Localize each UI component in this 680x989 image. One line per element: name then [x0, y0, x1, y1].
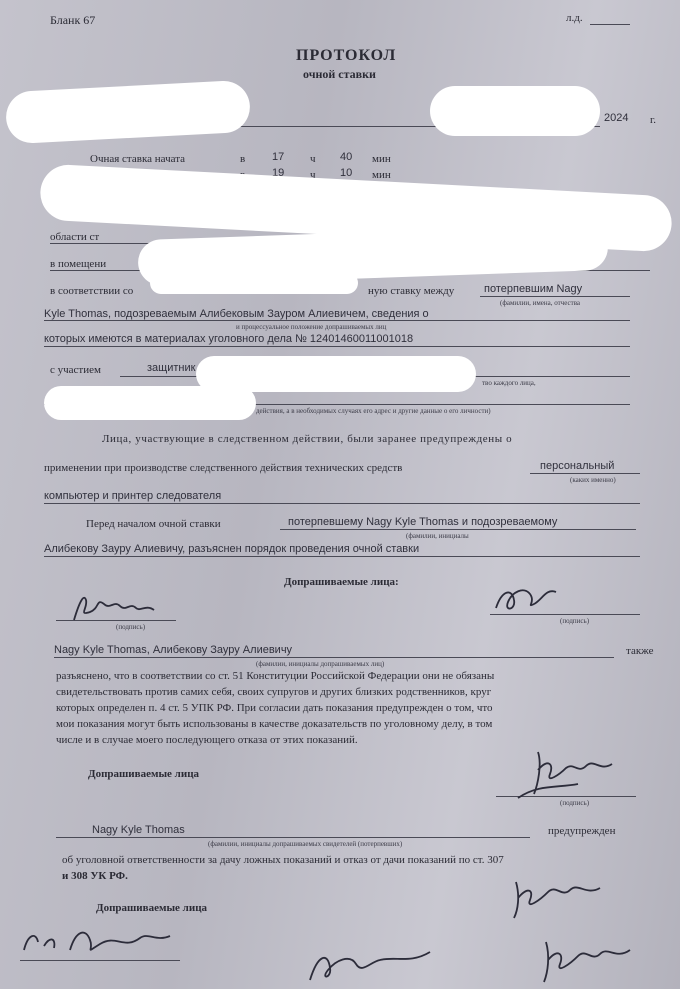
end-hour-abbr: ч: [310, 169, 316, 181]
address-caption: действия, а в необходимых случаях его адрес и другие данные о его личности): [256, 407, 491, 415]
conducted-line: [480, 296, 630, 297]
case-page-line: [590, 24, 630, 25]
year-value: 2024: [604, 112, 629, 124]
section1-names: Nagy Kyle Thomas, Алибекову Зауру Алиевичу: [54, 644, 293, 656]
region-prefix: области ст: [50, 231, 100, 243]
conducted-text: ную ставку между: [368, 285, 455, 297]
liability-line-1: об уголовной ответственности за дачу ложных показаний и отказ от дачи показаний по ст. 307: [62, 854, 504, 866]
signature-caption-right: (подпись): [560, 617, 590, 625]
start-label: Очная ставка начата: [90, 153, 186, 165]
rights-line-3: которых определен п. 4 ст. 5 УПК РФ. При согласии дать показания предупрежден о том, что: [56, 702, 493, 714]
section1-names-line: [54, 657, 614, 658]
premises-prefix: в помещени: [50, 258, 107, 270]
section2-name: Nagy Kyle Thomas: [92, 824, 185, 836]
tech-caption: (каких именно): [570, 476, 616, 484]
form-label: Бланк 67: [50, 13, 96, 27]
section3-heading: Допрашиваемые лица: [96, 902, 208, 914]
section2-name-line: [56, 837, 530, 838]
signature-alibekov-2: [300, 944, 440, 984]
warned-word: предупрежден: [548, 825, 616, 837]
section2-name-caption: (фамилии, инициалы допрашиваемых свидетелей (потерпевших): [208, 840, 403, 848]
end-min: 10: [340, 167, 353, 179]
start-hour-abbr: ч: [310, 153, 316, 165]
section2-heading: Допрашиваемые лица: [88, 768, 200, 780]
signature-nagy-1: [70, 590, 170, 626]
redaction-place: [5, 80, 251, 145]
start-min: 40: [340, 151, 353, 163]
redaction-basis: [150, 272, 358, 294]
participation-prefix: с участием: [50, 364, 101, 376]
before-line: [280, 529, 636, 530]
before-value: потерпевшему Nagy Kyle Thomas и подозреваемому: [288, 516, 558, 528]
section1-names-caption: (фамилии, инициалы допрашиваемых лиц): [256, 660, 385, 668]
warned-line-2: применении при производстве следственного действия технических средств: [44, 462, 403, 474]
case-page-label: л.д.: [566, 12, 583, 24]
defender-text: защитник: [147, 362, 196, 374]
end-hour: 19: [272, 167, 285, 179]
warned-line-1: Лица, участвующие в следственном действии, были заранее предупреждены о: [102, 433, 513, 445]
conducted-prefix: в соответствии со: [50, 285, 134, 297]
redaction-date: [430, 86, 600, 136]
tech-value-2: компьютер и принтер следователя: [44, 490, 222, 502]
section2-signature-caption: (подпись): [560, 799, 590, 807]
rights-line-1: разъяснено, что в соответствии со ст. 51 Конституции Российской Федерации они не обязаны: [56, 670, 495, 682]
participant-caption: тво каждого лица,: [482, 379, 536, 387]
rights-line-4: мои показания могут быть использованы в качестве доказательств по уголовному делу, в том: [56, 718, 493, 730]
before-line-2: [44, 556, 640, 557]
tech-line-2: [44, 503, 640, 504]
also-word: также: [626, 645, 654, 657]
signature-alibekov-1: [490, 582, 570, 618]
line-kyle: Kyle Thomas, подозреваемым Алибековым Зауром Алиевичем, сведения о: [44, 308, 429, 320]
before-value-2: Алибекову Зауру Алиевичу, разъяснен порядок проведения очной ставки: [44, 543, 420, 555]
redaction-participant-details: [44, 386, 256, 420]
signature-nagy-4: [536, 936, 636, 984]
year-suffix: г.: [650, 114, 657, 126]
liability-line-2: и 308 УК РФ.: [62, 870, 128, 882]
signature-nagy-2: [508, 744, 628, 804]
rights-line-2: свидетельствовать против самих себя, своих супругов и других близких родственников, круг: [56, 686, 492, 698]
start-in: в: [240, 153, 246, 165]
case-line: которых имеются в материалах уголовного дела № 12401460011001018: [44, 333, 414, 345]
tech-line: [530, 473, 640, 474]
victim-text: потерпевшим Nagy: [484, 283, 583, 295]
signature-defender: [20, 920, 180, 964]
status-caption: и процессуальное положение допрашиваемых лиц: [236, 323, 387, 331]
document-title: ПРОТОКОЛ: [296, 47, 397, 64]
before-text: Перед началом очной ставки: [86, 518, 221, 530]
tech-value: персональный: [540, 460, 615, 472]
kyle-line: [44, 320, 630, 321]
rights-line-5: числе и в случае моего последующего отказа от этих показаний.: [56, 734, 358, 746]
document-subtitle: очной ставки: [303, 67, 376, 81]
fio-caption: (фамилии, инициалы: [406, 532, 469, 540]
start-min-abbr: мин: [372, 153, 391, 165]
case-underline: [44, 346, 630, 347]
section1-heading: Допрашиваемые лица:: [284, 576, 399, 588]
signature-nagy-3: [508, 872, 618, 922]
start-hour: 17: [272, 151, 285, 163]
names-caption: (фамилии, имена, отчества: [500, 299, 581, 307]
end-min-abbr: мин: [372, 169, 391, 181]
signature-caption-left: (подпись): [116, 623, 146, 631]
